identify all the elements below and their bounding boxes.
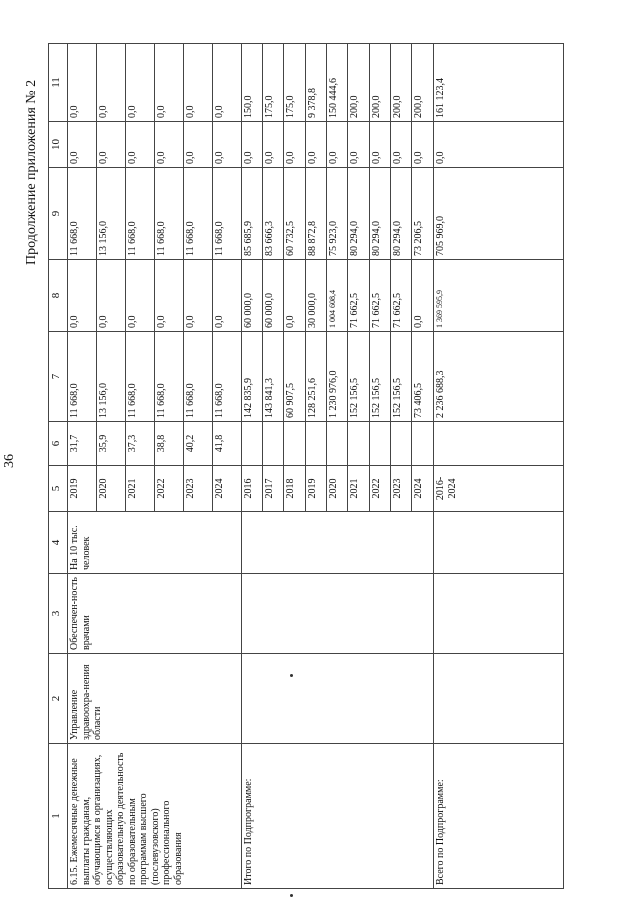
- column-number: 10: [49, 122, 68, 168]
- amount-cell: 13 156,0: [96, 332, 125, 422]
- column-number: 7: [49, 332, 68, 422]
- amount-cell: 11 668,0: [183, 168, 212, 260]
- measure-name: 6.15. Ежемесячные денежные выплаты гражданам, обучающимся в организациях, осуществляющих образовательную деятельность по образовательным программам высшего (послевузовского) профессионального образования: [68, 744, 242, 889]
- year-cell: 2021: [348, 466, 369, 512]
- indicator-value: 40,2: [183, 422, 212, 466]
- amount-cell: 128 251,6: [305, 332, 326, 422]
- empty-cell: [348, 422, 369, 466]
- amount-cell: 30 000,0: [305, 260, 326, 332]
- amount-cell: 0,0: [412, 122, 434, 168]
- amount-cell: 0,0: [241, 122, 262, 168]
- empty-cell: [391, 422, 412, 466]
- amount-cell: 0,0: [125, 260, 154, 332]
- measure-unit: На 10 тыс. человек: [68, 512, 242, 574]
- year-cell: 2016-2024: [434, 466, 564, 512]
- amount-cell: 71 662,5: [369, 260, 390, 332]
- year-cell: 2024: [212, 466, 241, 512]
- amount-cell: 0,0: [68, 44, 97, 122]
- amount-cell: 88 872,8: [305, 168, 326, 260]
- amount-cell: 1 369 595,9: [434, 260, 564, 332]
- amount-cell: 0,0: [154, 260, 183, 332]
- amount-cell: 200,0: [412, 44, 434, 122]
- empty-cell: [263, 422, 284, 466]
- column-number: 1: [49, 744, 68, 889]
- amount-cell: 85 685,9: [241, 168, 262, 260]
- year-cell: 2020: [327, 466, 348, 512]
- amount-cell: 0,0: [96, 260, 125, 332]
- year-cell: 2022: [369, 466, 390, 512]
- amount-cell: 0,0: [96, 122, 125, 168]
- empty-cell: [241, 422, 262, 466]
- amount-cell: 71 662,5: [348, 260, 369, 332]
- amount-cell: 152 156,5: [391, 332, 412, 422]
- amount-cell: 83 666,3: [263, 168, 284, 260]
- indicator-value: 35,9: [96, 422, 125, 466]
- year-cell: 2022: [154, 466, 183, 512]
- amount-cell: 0,0: [212, 122, 241, 168]
- amount-cell: 11 668,0: [212, 332, 241, 422]
- amount-cell: 11 668,0: [125, 168, 154, 260]
- amount-cell: 143 841,3: [263, 332, 284, 422]
- amount-cell: 0,0: [68, 260, 97, 332]
- amount-cell: 71 662,5: [391, 260, 412, 332]
- measure-indicator: Обеспечен-ность врачами: [68, 574, 242, 654]
- amount-cell: 0,0: [412, 260, 434, 332]
- amount-cell: 0,0: [125, 122, 154, 168]
- column-number: 5: [49, 466, 68, 512]
- amount-cell: 11 668,0: [154, 332, 183, 422]
- amount-cell: 0,0: [327, 122, 348, 168]
- empty-cell: [327, 422, 348, 466]
- empty-cell: [241, 654, 433, 744]
- empty-cell: [412, 422, 434, 466]
- amount-cell: 152 156,5: [348, 332, 369, 422]
- amount-cell: 1 230 976,0: [327, 332, 348, 422]
- amount-cell: 1 004 608,4: [327, 260, 348, 332]
- empty-cell: [241, 574, 433, 654]
- amount-cell: 0,0: [68, 122, 97, 168]
- amount-cell: 200,0: [369, 44, 390, 122]
- empty-cell: [434, 654, 564, 744]
- amount-cell: 0,0: [212, 44, 241, 122]
- amount-cell: 0,0: [212, 260, 241, 332]
- indicator-value: 41,8: [212, 422, 241, 466]
- empty-cell: [284, 422, 305, 466]
- amount-cell: 11 668,0: [125, 332, 154, 422]
- amount-cell: 142 835,9: [241, 332, 262, 422]
- amount-cell: 73 406,5: [412, 332, 434, 422]
- table-row: [68, 44, 97, 889]
- amount-cell: 60 000,0: [263, 260, 284, 332]
- amount-cell: 0,0: [183, 44, 212, 122]
- amount-cell: 705 969,0: [434, 168, 564, 260]
- indicator-value: 31,7: [68, 422, 97, 466]
- stray-mark: [290, 674, 293, 677]
- amount-cell: 0,0: [154, 44, 183, 122]
- column-number: 2: [49, 654, 68, 744]
- amount-cell: 80 294,0: [391, 168, 412, 260]
- year-cell: 2020: [96, 466, 125, 512]
- amount-cell: 0,0: [263, 122, 284, 168]
- empty-cell: [241, 512, 433, 574]
- program-table: [48, 43, 564, 889]
- amount-cell: 11 668,0: [183, 332, 212, 422]
- grand-total-label: Всего по Подпрограмме:: [434, 744, 564, 889]
- amount-cell: 80 294,0: [348, 168, 369, 260]
- amount-cell: 0,0: [434, 122, 564, 168]
- amount-cell: 0,0: [183, 122, 212, 168]
- amount-cell: 0,0: [96, 44, 125, 122]
- page-number: 36: [2, 454, 17, 468]
- empty-cell: [434, 422, 564, 466]
- table-row: [434, 44, 564, 889]
- amount-cell: 0,0: [125, 44, 154, 122]
- amount-cell: 152 156,5: [369, 332, 390, 422]
- amount-cell: 60 732,5: [284, 168, 305, 260]
- year-cell: 2018: [284, 466, 305, 512]
- year-cell: 2019: [305, 466, 326, 512]
- year-cell: 2019: [68, 466, 97, 512]
- year-cell: 2024: [412, 466, 434, 512]
- amount-cell: 11 668,0: [68, 168, 97, 260]
- amount-cell: 11 668,0: [154, 168, 183, 260]
- appendix-label: Продолжение приложения № 2: [24, 79, 39, 265]
- year-cell: 2021: [125, 466, 154, 512]
- amount-cell: 60 000,0: [241, 260, 262, 332]
- column-number: 9: [49, 168, 68, 260]
- amount-cell: 80 294,0: [369, 168, 390, 260]
- measure-responsible: Управление здравоохра-нения области: [68, 654, 242, 744]
- indicator-value: 38,8: [154, 422, 183, 466]
- column-number-row: [49, 44, 68, 889]
- column-number: 11: [49, 44, 68, 122]
- amount-cell: 11 668,0: [68, 332, 97, 422]
- column-number: 8: [49, 260, 68, 332]
- amount-cell: 200,0: [391, 44, 412, 122]
- amount-cell: 150,0: [241, 44, 262, 122]
- amount-cell: 0,0: [348, 122, 369, 168]
- column-number: 3: [49, 574, 68, 654]
- amount-cell: 11 668,0: [212, 168, 241, 260]
- amount-cell: 200,0: [348, 44, 369, 122]
- amount-cell: 9 378,8: [305, 44, 326, 122]
- amount-cell: 0,0: [305, 122, 326, 168]
- amount-cell: 75 923,0: [327, 168, 348, 260]
- year-cell: 2016: [241, 466, 262, 512]
- amount-cell: 161 123,4: [434, 44, 564, 122]
- year-cell: 2023: [391, 466, 412, 512]
- amount-cell: 175,0: [263, 44, 284, 122]
- empty-cell: [434, 512, 564, 574]
- amount-cell: 0,0: [183, 260, 212, 332]
- subprogram-total-label: Итого по Подпрограмме:: [241, 744, 433, 889]
- column-number: 4: [49, 512, 68, 574]
- amount-cell: 2 236 688,3: [434, 332, 564, 422]
- amount-cell: 60 907,5: [284, 332, 305, 422]
- amount-cell: 0,0: [284, 260, 305, 332]
- amount-cell: 0,0: [284, 122, 305, 168]
- indicator-value: 37,3: [125, 422, 154, 466]
- year-cell: 2023: [183, 466, 212, 512]
- year-cell: 2017: [263, 466, 284, 512]
- stray-mark: [290, 894, 293, 897]
- column-number: 6: [49, 422, 68, 466]
- amount-cell: 150 444,6: [327, 44, 348, 122]
- empty-cell: [434, 574, 564, 654]
- amount-cell: 175,0: [284, 44, 305, 122]
- empty-cell: [305, 422, 326, 466]
- amount-cell: 73 206,5: [412, 168, 434, 260]
- amount-cell: 0,0: [391, 122, 412, 168]
- amount-cell: 0,0: [154, 122, 183, 168]
- table-row: [241, 44, 262, 889]
- amount-cell: 13 156,0: [96, 168, 125, 260]
- amount-cell: 0,0: [369, 122, 390, 168]
- empty-cell: [369, 422, 390, 466]
